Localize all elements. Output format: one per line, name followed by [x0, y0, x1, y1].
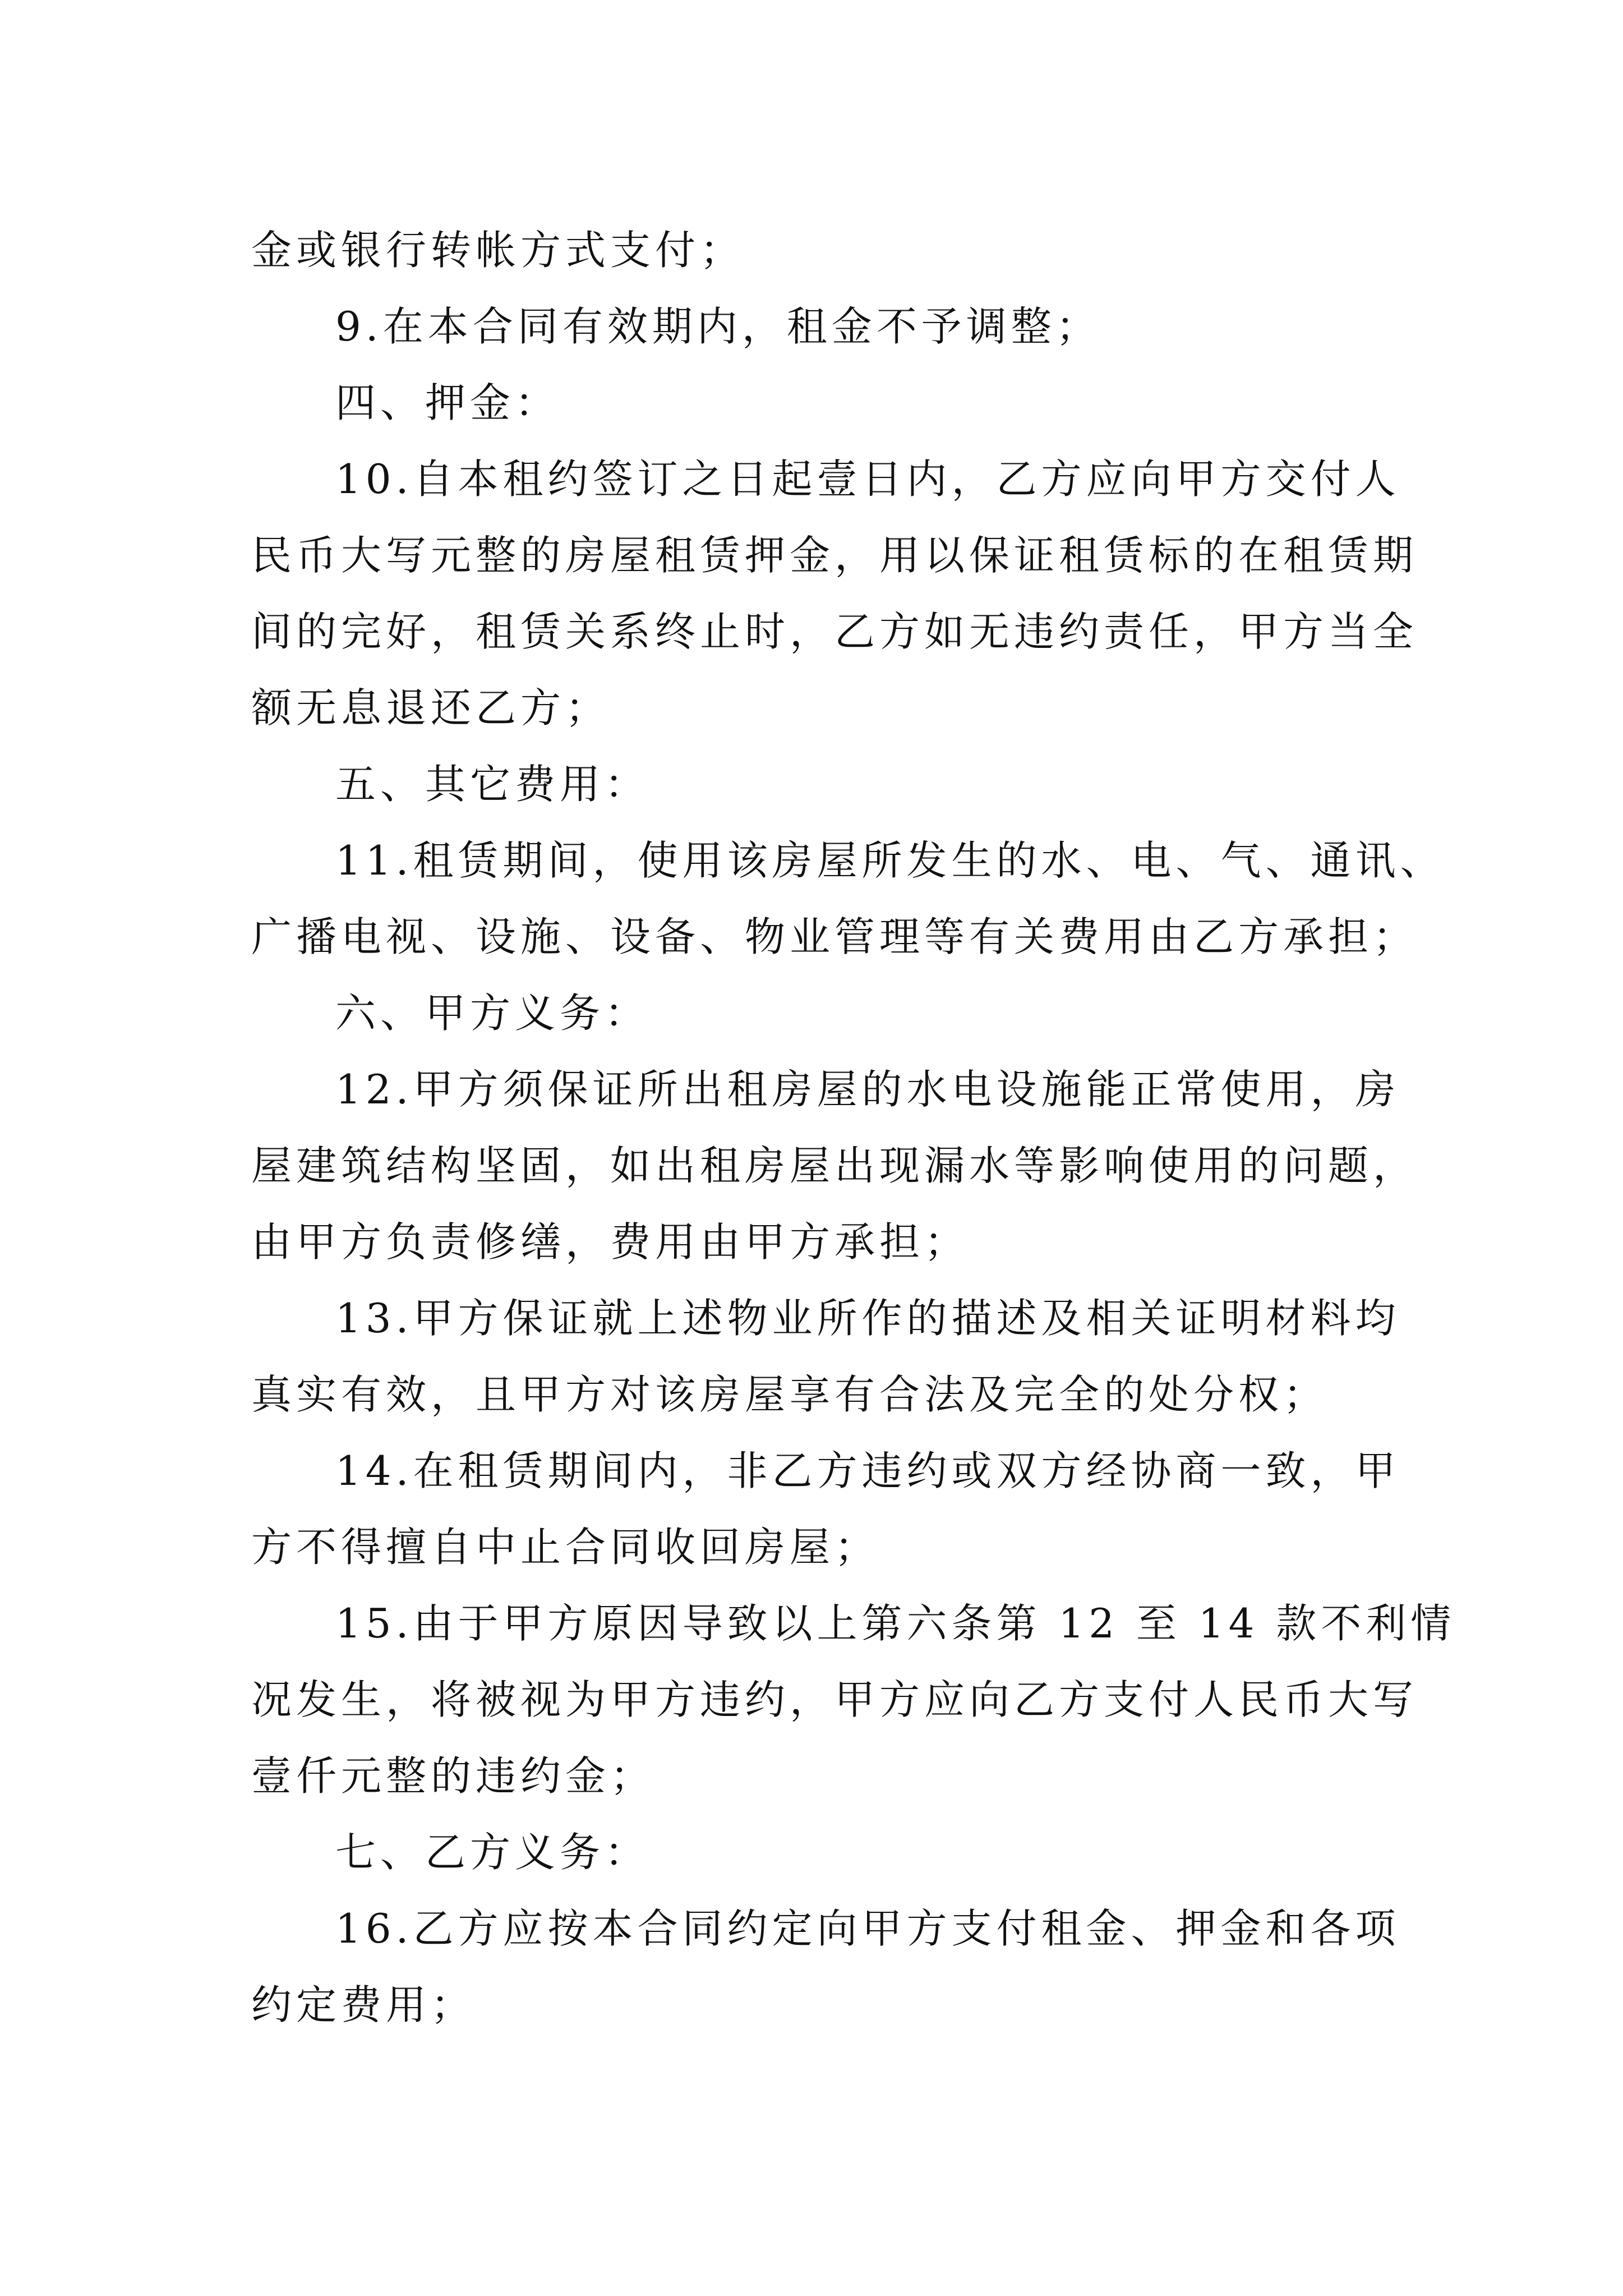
- text-line: 14.在租赁期间内，非乙方违约或双方经协商一致，甲: [335, 1447, 1400, 1494]
- document-body: [251, 212, 1456, 2043]
- text-line: 9.在本合同有效期内，租金不予调整；: [335, 303, 1101, 350]
- text-line: 11.租赁期间，使用该房屋所发生的水、电、气、通讯、: [335, 837, 1445, 884]
- text-line: 约定费用；: [251, 1981, 476, 2028]
- text-line: 民币大写元整的房屋租赁押金，用以保证租赁标的在租赁期: [251, 532, 1418, 579]
- text-line: 方不得擅自中止合同收回房屋；: [251, 1524, 880, 1571]
- text-line: 况发生，将被视为甲方违约，甲方应向乙方支付人民币大写: [251, 1676, 1418, 1723]
- text-line: 额无息退还乙方；: [251, 684, 611, 731]
- text-line: 由甲方负责修缮，费用由甲方承担；: [251, 1218, 970, 1266]
- text-line: 金或银行转帐方式支付；: [251, 227, 745, 274]
- text-line: 15.由于甲方原因导致以上第六条第 12 至 14 款不利情: [335, 1600, 1456, 1647]
- section-heading: 五、其它费用：: [335, 761, 650, 808]
- text-line: 壹仟元整的违约金；: [251, 1752, 656, 1800]
- text-line: 10.自本租约签订之日起壹日内，乙方应向甲方交付人: [335, 455, 1400, 503]
- section-heading: 四、押金：: [335, 379, 560, 426]
- section-heading: 六、甲方义务：: [335, 990, 650, 1037]
- section-heading: 七、乙方义务：: [335, 1829, 650, 1876]
- text-line: 间的完好，租赁关系终止时，乙方如无违约责任，甲方当全: [251, 608, 1418, 655]
- text-line: 屋建筑结构坚固，如出租房屋出现漏水等影响使用的问题，: [251, 1142, 1418, 1189]
- text-line: 真实有效，且甲方对该房屋享有合法及完全的处分权；: [251, 1371, 1329, 1418]
- text-line: 13.甲方保证就上述物业所作的描述及相关证明材料均: [335, 1295, 1400, 1342]
- text-line: 广播电视、设施、设备、物业管理等有关费用由乙方承担；: [251, 913, 1418, 960]
- text-line: 12.甲方须保证所出租房屋的水电设施能正常使用，房: [335, 1066, 1400, 1113]
- text-line: 16.乙方应按本合同约定向甲方支付租金、押金和各项: [335, 1905, 1400, 1952]
